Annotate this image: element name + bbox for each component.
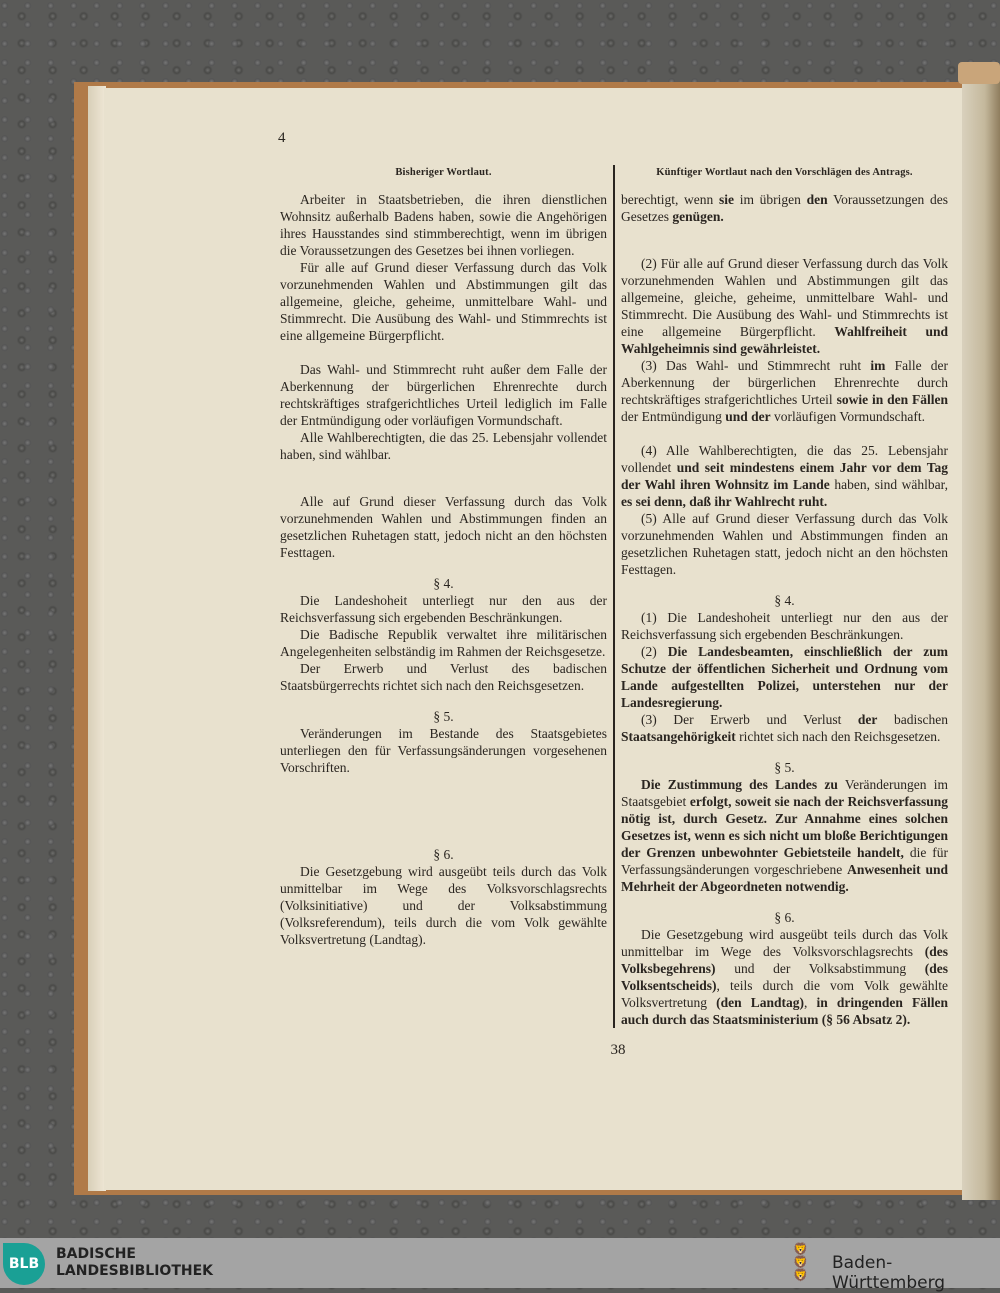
text-segment: Alle Wahlberechtigten, die das 25. Lebensjahr vollendet haben, sind wählbar.	[280, 430, 607, 462]
left-section-6-heading: § 6.	[433, 847, 454, 862]
bold-text-segment: Anwesenheit und Mehrheit der Abgeordneten notwendig.	[621, 862, 948, 894]
right-section-4-heading: § 4.	[774, 593, 795, 608]
text-segment: richtet sich nach den Reichsgesetzen.	[735, 729, 941, 744]
text-segment: Alle auf Grund dieser Verfassung durch das Volk vorzunehmenden Wahlen und Abstimmungen finden an gesetzlichen Ruhetagen statt, jedoch nicht an den höchsten Festtagen.	[280, 494, 607, 560]
text-segment: (5) Alle auf Grund dieser Verfassung durch das Volk vorzunehmenden Wahlen und Abstimmungen finden an gesetzlichen Ruhetagen statt, jedoch nicht an den höchsten Festtagen.	[621, 511, 948, 577]
blb-logo[interactable]: BLB	[3, 1243, 45, 1285]
bold-text-segment: und der	[725, 409, 771, 424]
right-paragraph	[621, 926, 948, 1028]
left-column-header: Bisheriger Wortlaut.	[395, 167, 492, 178]
two-column-comparison	[280, 165, 956, 1028]
right-column-header: Künftiger Wortlaut nach den Vorschlägen des Antrags.	[656, 167, 913, 178]
right-paragraph	[621, 643, 948, 711]
bold-text-segment: Die Zustimmung des Landes zu	[641, 777, 838, 792]
page-number-bottom: 38	[610, 1042, 626, 1058]
bold-text-segment: (des Volksbegehrens)	[621, 944, 948, 976]
text-segment: (2) Für alle auf Grund dieser Verfassung durch das Volk vorzunehmenden Wahlen und Abstimmungen gilt das allgemeine, gleiche, geheime, unmittelbare Wahl- und Stimmrecht. Die Ausübung des Wahl- und Stimmrechts ist eine allgemeine Bürgerpflicht.	[621, 256, 948, 339]
right-section-6-heading: § 6.	[774, 910, 795, 925]
bold-text-segment: den	[806, 192, 828, 207]
left-paragraph	[280, 863, 607, 948]
right-paragraph	[621, 776, 948, 895]
left-column	[280, 165, 607, 948]
text-segment: Veränderungen im Bestande des Staatsgebietes unterliegen den für Verfassungsänderungen vorgesehenen Vorschriften.	[280, 726, 607, 775]
state-name[interactable]: Baden-Württemberg	[832, 1253, 946, 1293]
right-paragraph	[621, 609, 948, 643]
footer-banner	[0, 1238, 1000, 1293]
right-paragraph	[621, 442, 948, 510]
text-segment: Die Gesetzgebung wird ausgeübt teils durch das Volk unmittelbar im Wege des Volksvorschlagsrechts (Volksinitiative) und der Volksabstimmung (Volksreferendum), teils durch die vom Volk gewählte Volksvertretung (Landtag).	[280, 864, 607, 947]
bold-text-segment: Staatsangehörigkeit	[621, 729, 736, 744]
left-paragraph	[280, 259, 607, 344]
text-segment: Der Erwerb und Verlust des badischen Staatsbürgerrechts richtet sich nach den Reichsgesetzen.	[280, 661, 607, 693]
bold-text-segment: (des Volksentscheids)	[621, 961, 948, 993]
text-segment: badischen	[877, 712, 948, 727]
right-section-5-heading: § 5.	[774, 760, 795, 775]
left-section-4-heading: § 4.	[433, 576, 454, 591]
text-segment: berechtigt, wenn	[621, 192, 719, 207]
bold-text-segment: in dringenden Fällen auch durch das Staatsministerium (§ 56 Absatz 2).	[621, 995, 949, 1027]
library-name[interactable]	[56, 1246, 213, 1280]
bold-text-segment: Wahlfreiheit und Wahlgeheimnis sind gewährleistet.	[621, 324, 948, 356]
page-number-top: 4	[278, 130, 286, 146]
bold-text-segment: der	[857, 712, 878, 727]
right-paragraph	[621, 357, 948, 425]
text-segment: Die Badische Republik verwaltet ihre militärischen Angelegenheiten selbständig im Rahmen der Reichsgesetze.	[280, 627, 607, 659]
bold-text-segment: und seit mindestens einem Jahr vor dem Tag der Wahl ihren Wohnsitz im Lande	[621, 460, 948, 492]
text-segment: haben, sind wählbar,	[829, 477, 948, 492]
bold-text-segment: sowie in den Fällen	[836, 392, 948, 407]
text-segment: und der Volksabstimmung	[715, 961, 925, 976]
text-segment: im übrigen	[734, 192, 807, 207]
left-paragraph	[280, 429, 607, 463]
text-segment: (2)	[641, 644, 668, 659]
right-paragraph	[621, 711, 948, 745]
right-column	[621, 165, 948, 1028]
left-paragraph	[280, 725, 607, 776]
left-paragraph	[280, 626, 607, 660]
left-section-5-heading: § 5.	[433, 709, 454, 724]
bold-text-segment: es sei denn, daß ihr Wahlrecht ruht.	[621, 494, 828, 509]
three-lions-coat-of-arms-icon: 🦁 🦁 🦁	[793, 1242, 808, 1282]
text-segment: die für Verfassungsänderungen vorgeschriebene	[621, 845, 949, 877]
column-divider	[613, 165, 615, 1028]
left-paragraph	[280, 660, 607, 694]
text-segment: Die Landeshoheit unterliegt nur den aus der Reichsverfassung sich ergebenden Beschränkungen.	[280, 593, 607, 625]
text-segment: ,	[804, 995, 817, 1010]
library-name-line2: LANDESBIBLIOTHEK	[56, 1263, 214, 1279]
right-paragraph	[621, 255, 948, 357]
text-segment: Veränderungen im Staatsgebiet	[621, 777, 948, 809]
text-segment: (4) Alle Wahlberechtigten, die das 25. Lebensjahr vollendet	[621, 443, 948, 475]
bold-text-segment: Die Landesbeamten, einschließlich der zum Schutze der öffentlichen Sicherheit und Ordnung vom Lande aufgestellten Polizei, unterstehen nur der Landesregierung.	[621, 644, 948, 710]
left-paragraph	[280, 191, 607, 259]
text-segment: Voraussetzungen des Gesetzes	[621, 192, 948, 224]
text-segment: (3) Der Erwerb und Verlust	[641, 712, 858, 727]
text-segment: (1) Die Landeshoheit unterliegt nur den aus der Reichsverfassung sich ergebenden Beschränkungen.	[621, 610, 948, 642]
text-segment: Falle der Aberkennung der bürgerlichen Ehrenrechte durch rechtskräftiges strafgerichtliches Urteil	[621, 358, 948, 407]
right-paragraph	[621, 510, 948, 578]
library-name-line1: BADISCHE	[56, 1246, 136, 1262]
text-segment: vorläufigen Vormundschaft.	[770, 409, 926, 424]
book-spine	[962, 80, 1000, 1200]
text-segment: der Entmündigung	[621, 409, 726, 424]
bold-text-segment: sie	[719, 192, 734, 207]
left-paragraph	[280, 592, 607, 626]
page-content	[280, 165, 956, 1059]
bold-text-segment: im	[870, 358, 886, 373]
left-paragraph	[280, 361, 607, 429]
text-segment: Die Gesetzgebung wird ausgeübt teils durch das Volk unmittelbar im Wege des Volksvorschlagsrechts	[621, 927, 948, 959]
text-segment: Für alle auf Grund dieser Verfassung durch das Volk vorzunehmenden Wahlen und Abstimmungen gilt das allgemeine, gleiche, geheime, unmittelbare Wahl- und Stimmrecht. Die Ausübung des Wahl- und Stimmrechts ist eine allgemeine Bürgerpflicht.	[280, 260, 607, 343]
right-paragraph	[621, 191, 948, 225]
bold-text-segment: erfolgt, soweit sie nach der Reichsverfassung nötig ist, durch Gesetz. Zur Annahme eines solchen Gesetzes ist, wenn es sich nicht um bloße Berichtigungen der Grenzen unbewohnter Gebietsteile handelt,	[621, 794, 949, 860]
text-segment: Das Wahl- und Stimmrecht ruht außer dem Falle der Aberkennung der bürgerlichen Ehrenrechte durch rechtskräftiges strafgerichtliches Urteil lediglich im Falle der Entmündigung oder vorläufigen Vormundschaft.	[280, 362, 607, 428]
bold-text-segment: genügen.	[672, 209, 724, 224]
left-paragraph	[280, 493, 607, 561]
text-segment: Arbeiter in Staatsbetrieben, die ihren dienstlichen Wohnsitz außerhalb Badens haben, sowie die Angehörigen ihres Hausstandes sind stimmberechtigt, wenn im übrigen die Voraussetzungen des Gesetzes bei ihnen vorliegen.	[280, 192, 607, 258]
text-segment: , teils durch die vom Volk gewählte Volksvertretung	[621, 978, 948, 1010]
text-segment: (3) Das Wahl- und Stimmrecht ruht	[641, 358, 871, 373]
book-strap	[958, 62, 1000, 84]
bold-text-segment: (den Landtag)	[716, 995, 804, 1010]
